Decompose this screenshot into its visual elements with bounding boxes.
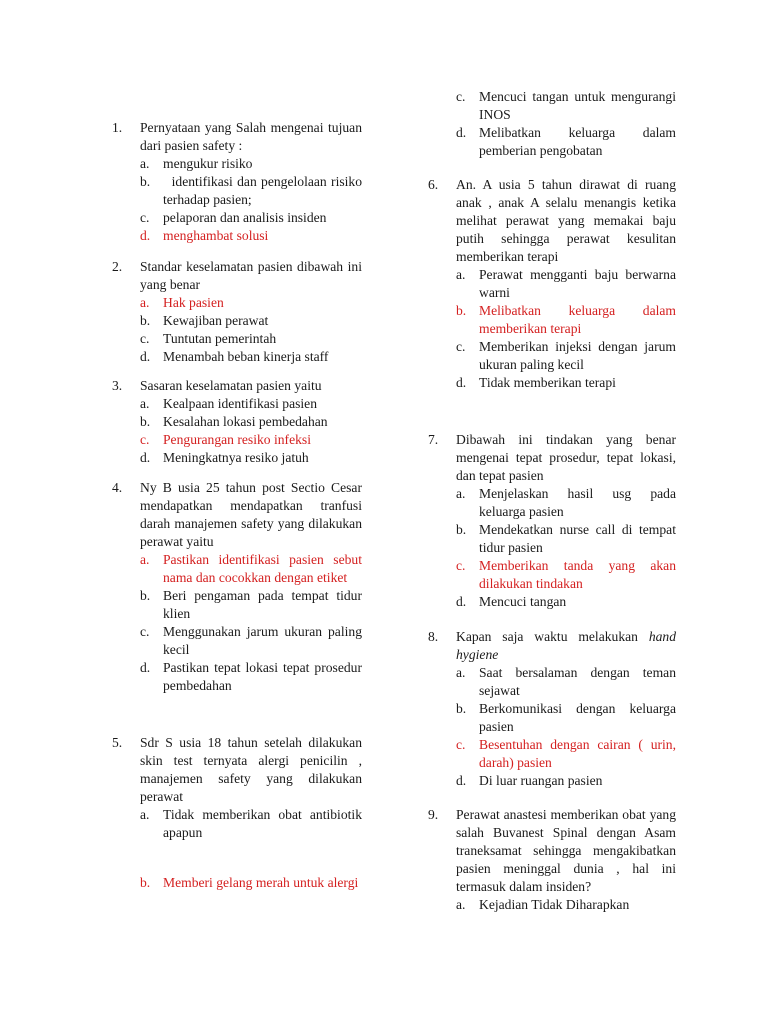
question-number: 5. [112,735,123,750]
option-letter: d. [456,594,467,609]
option-d[interactable] [456,124,676,160]
option-b[interactable] [456,700,676,736]
option-letter: a. [456,897,466,912]
option-letter: b. [456,303,467,318]
question-number: 8. [428,629,439,644]
option-d[interactable] [456,772,676,790]
option-b[interactable] [140,312,362,330]
option-b-correct[interactable] [140,874,362,892]
option-d[interactable] [456,374,676,392]
option-text: Kewajiban perawat [163,313,269,328]
option-letter: c. [456,89,466,104]
option-text: Meningkatnya resiko jatuh [163,450,309,465]
option-text: Pastikan identifikasi pasien sebut nama dan cocokkan dengan etiket [163,552,362,585]
option-letter: b. [140,414,151,429]
option-a[interactable] [456,896,676,914]
question-text [456,628,676,664]
option-b[interactable] [140,587,362,623]
option-d[interactable] [140,348,362,366]
option-text: Hak pasien [163,295,224,310]
question-5-continued [428,88,676,160]
option-c[interactable] [140,623,362,659]
option-letter: a. [140,295,150,310]
question-text: Standar keselamatan pasien dibawah ini yang benar [140,259,362,292]
question-7 [428,431,676,611]
question-8 [428,628,676,790]
option-letter: c. [456,737,466,752]
option-a[interactable] [140,155,362,173]
question-number: 4. [112,480,123,495]
option-text: Besentuhan dengan cairan ( urin, darah) pasien [479,737,676,770]
option-text: Perawat mengganti baju berwarna warni [479,267,676,300]
question-text: Sasaran keselamatan pasien yaitu [140,378,322,393]
question-5 [112,734,362,892]
option-text: Berkomunikasi dengan keluarga pasien [479,701,676,734]
option-a[interactable] [456,664,676,700]
option-text: Menggunakan jarum ukuran paling kecil [163,624,362,657]
question-number: 7. [428,432,439,447]
option-d-correct[interactable] [140,227,362,245]
option-letter: c. [140,210,150,225]
option-c-correct[interactable] [456,557,676,593]
question-number: 6. [428,177,439,192]
option-letter: c. [456,339,466,354]
question-text: Sdr S usia 18 tahun setelah dilakukan skin test ternyata alergi penicilin , manajemen safety yang dilakukan perawat [140,735,362,804]
option-text: pelaporan dan analisis insiden [163,210,327,225]
option-text: Memberikan injeksi dengan jarum ukuran paling kecil [479,339,676,372]
option-text: Tidak memberikan obat antibiotik apapun [163,807,362,840]
option-d[interactable] [140,659,362,695]
option-c[interactable] [140,209,362,227]
option-d[interactable] [140,449,362,467]
option-c[interactable] [140,330,362,348]
question-number: 2. [112,259,123,274]
option-letter: a. [456,486,466,501]
question-number: 3. [112,378,123,393]
option-letter: d. [140,228,151,243]
option-text: Mencuci tangan [479,594,567,609]
question-text: Ny B usia 25 tahun post Sectio Cesar mendapatkan mendapatkan tranfusi darah manajemen safety yang dilakukan perawat yaitu [140,480,362,549]
option-text: Menjelaskan hasil usg pada keluarga pasien [479,486,676,519]
option-text: identifikasi dan pengelolaan risiko terhadap pasien; [163,174,366,207]
option-a-correct[interactable] [140,551,362,587]
option-b[interactable] [140,173,366,209]
option-text: Beri pengaman pada tempat tidur klien [163,588,362,621]
question-number: 9. [428,807,439,822]
option-text: menghambat solusi [163,228,269,243]
option-text: Pengurangan resiko infeksi [163,432,311,447]
question-text-main: Kapan saja waktu melakukan [456,629,649,644]
option-letter: a. [140,807,150,822]
option-letter: c. [140,624,150,639]
option-b-correct[interactable] [456,302,676,338]
option-text: Mencuci tangan untuk mengurangi INOS [479,89,676,122]
option-letter: c. [456,558,466,573]
option-b[interactable] [140,413,362,431]
option-letter: b. [140,174,151,189]
option-letter: a. [140,396,150,411]
question-text: Dibawah ini tindakan yang benar mengenai tepat prosedur, tepat lokasi, dan tepat pasien [456,432,676,483]
option-a[interactable] [140,806,362,842]
option-letter: b. [140,588,151,603]
option-letter: a. [456,665,466,680]
option-text: Di luar ruangan pasien [479,773,603,788]
question-4 [112,479,362,695]
question-1 [112,119,366,245]
question-9 [428,806,676,914]
question-text: Perawat anastesi memberikan obat yang salah Buvanest Spinal dengan Asam traneksamat sehingga mengakibatkan pasien meninggal dunia , hal ini termasuk dalam insiden? [456,807,676,894]
option-a-correct[interactable] [140,294,362,312]
option-letter: b. [456,522,467,537]
option-a[interactable] [456,266,676,302]
question-3 [112,377,362,467]
option-c[interactable] [456,338,676,374]
option-letter: d. [140,349,151,364]
option-letter: d. [456,773,467,788]
option-a[interactable] [456,485,676,521]
option-letter: a. [140,552,150,567]
option-letter: c. [140,432,150,447]
question-2 [112,258,362,366]
option-letter: b. [140,313,151,328]
option-letter: d. [140,450,151,465]
option-text: Memberi gelang merah untuk alergi [163,875,359,890]
question-text: An. A usia 5 tahun dirawat di ruang anak , anak A selalu menangis ketika melihat perawat yang memakai baju putih sehingga perawat kesulitan memberikan terapi [456,177,676,264]
option-letter: d. [456,125,467,140]
option-c[interactable] [456,88,676,124]
option-text: Mendekatkan nurse call di tempat tidur pasien [479,522,676,555]
option-text: mengukur risiko [163,156,253,171]
option-letter: a. [140,156,150,171]
option-text: Melibatkan keluarga dalam memberikan terapi [479,303,676,336]
question-number: 1. [112,120,123,135]
option-text: Pastikan tepat lokasi tepat prosedur pembedahan [163,660,362,693]
option-text: Saat bersalaman dengan teman sejawat [479,665,676,698]
option-letter: b. [140,875,151,890]
option-b[interactable] [456,521,676,557]
option-letter: d. [140,660,151,675]
option-text: Kealpaan identifikasi pasien [163,396,318,411]
option-c-correct[interactable] [140,431,362,449]
option-c-correct[interactable] [456,736,676,772]
option-text: Kesalahan lokasi pembedahan [163,414,328,429]
option-text: Kejadian Tidak Diharapkan [479,897,630,912]
option-letter: c. [140,331,150,346]
option-letter: d. [456,375,467,390]
option-text: Tidak memberikan terapi [479,375,616,390]
question-text: Pernyataan yang Salah mengenai tujuan dari pasien safety : [140,120,362,153]
option-text: Menambah beban kinerja staff [163,349,329,364]
option-text: Tuntutan pemerintah [163,331,277,346]
option-letter: b. [456,701,467,716]
option-text: Melibatkan keluarga dalam pemberian pengobatan [479,125,676,158]
question-6 [428,176,676,392]
option-letter: a. [456,267,466,282]
option-a[interactable] [140,395,362,413]
question-text-italic: hand hygiene [456,629,676,662]
option-d[interactable] [456,593,676,611]
option-text: Memberikan tanda yang akan dilakukan tindakan [479,558,676,591]
